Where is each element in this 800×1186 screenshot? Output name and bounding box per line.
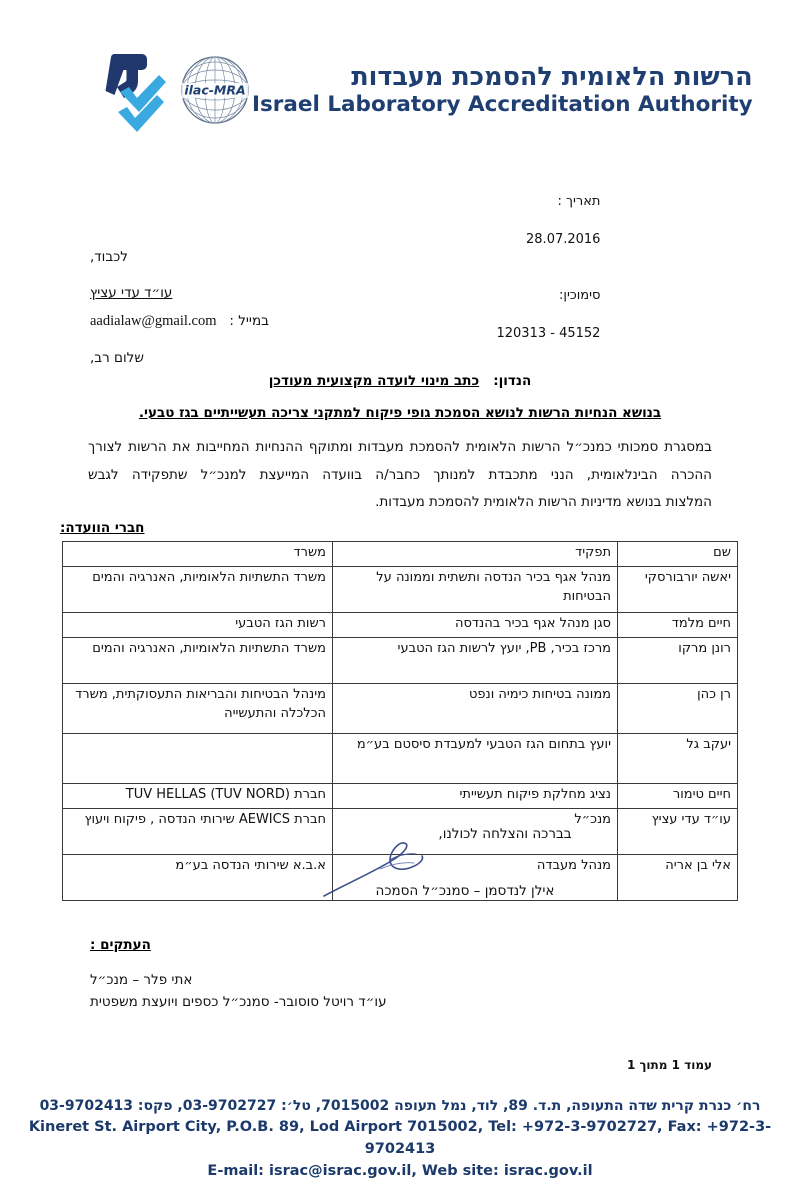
addressee-email-row [90, 307, 710, 335]
list-item: עו״ד רויטל סוסובר- סמנכ״ל כספים ויועצת משפטית [90, 993, 387, 1010]
organization-names [252, 63, 753, 118]
page-number: עמוד 1 מתוך 1 [626, 1058, 712, 1072]
reference-label: סימוכין: [559, 288, 601, 304]
cell-role: מנכ״ל [333, 808, 618, 854]
cell-name: יעקב גל [618, 733, 738, 783]
org-name-hebrew: הרשות הלאומית להסמכת מעבדות [351, 61, 753, 92]
footer-address-hebrew: רח׳ כנרת קרית שדה התעופה, ת.ד. 89, לוד, נמל תעופה 7015002, טל׳: 03-9702727, פקס: 03-9702413 [39, 1098, 761, 1114]
cell-role: מנהל מעבדה [333, 854, 618, 900]
table-row [63, 783, 738, 808]
list-item: אתי פלר – מנכ״ל [90, 972, 193, 988]
date-label: תאריך : [557, 193, 601, 209]
salutation: לכבוד, [90, 249, 128, 265]
cell-name: רן כהן [618, 683, 738, 733]
body-paragraph-tail: המלצות בנושא מדיניות הרשות הלאומית להסמכת מעבדות. [375, 494, 712, 511]
signer-name-title: אילן לנדסמן – סמנכ״ל הסמכה [375, 883, 555, 899]
table-header-row [63, 542, 738, 567]
israc-checkmark-logo-icon [90, 48, 176, 132]
email-label: במייל : [229, 312, 269, 329]
cell-office: רשות הגז הטבעי [63, 612, 333, 637]
addressee-name: עו״ד עדי עציץ [90, 285, 173, 302]
closing-line: בברכה והצלחה לכולנו, [438, 826, 572, 842]
cell-role: מנהל אגף בכיר הנדסה ותשתית וממונה על הבטיחות [333, 566, 618, 612]
table-row [63, 637, 738, 683]
ilac-mra-seal-icon [178, 53, 252, 127]
letterhead [90, 44, 753, 136]
greeting-line: שלום רב, [90, 350, 144, 366]
column-header-office: משרד [63, 542, 333, 567]
cell-name: יאשה יורבורסקי [618, 566, 738, 612]
date-value: 28.07.2016 [526, 231, 601, 247]
column-header-name: שם [618, 542, 738, 567]
cell-name: חיים טימור [618, 783, 738, 808]
table-row [63, 733, 738, 783]
subject-text-2: בנושא הנחיות הרשות לנושא הסמכת גופי פיקוח למתקני צריכה תעשייתיים בגז טבעי. [138, 404, 662, 421]
cell-office: משרד התשתיות הלאומיות, האנרגיה והמים [63, 637, 333, 683]
footer-contact-block [0, 1096, 800, 1182]
cell-name: רונן מרקו [618, 637, 738, 683]
cell-office: מינהל הבטיחות והבריאות התעסוקתית, משרד הכלכלה והתעשייה [63, 683, 333, 733]
table-row [63, 683, 738, 733]
cell-office: חברת AEWICS שירותי הנדסה , פיקוח ויעוץ [63, 808, 333, 854]
body-paragraph [88, 434, 712, 517]
cell-office-text: חברת TUV HELLAS (TUV NORD) [125, 786, 326, 802]
subject-line-1 [60, 370, 740, 394]
footer-address-english: Kineret St. Airport City, P.O.B. 89, Lod Airport 7015002, Tel: +972-3-9702727, Fax: +972-3-9702413 [28, 1119, 772, 1157]
copies-label: העתקים : [90, 937, 151, 953]
cell-role: נציג מחלקת פיקוח תעשייתי [333, 783, 618, 808]
table-row [63, 566, 738, 612]
subject-label: הנדון: [493, 373, 532, 389]
logo-block [90, 48, 252, 132]
cell-role: ממונה בטיחות כימיה ונפט [333, 683, 618, 733]
column-header-role: תפקיד [333, 542, 618, 567]
cell-name: חיים מלמד [618, 612, 738, 637]
cell-role: מרכז בכיר, PB, יועץ לרשות הגז הטבעי [333, 637, 618, 683]
cell-office: א.ב.א שירותי הנדסה בע״מ [63, 854, 333, 900]
subject-line-2 [60, 402, 740, 426]
table-row [63, 612, 738, 637]
cell-name: עו״ד עדי עציץ [618, 808, 738, 854]
footer-contact-english: E-mail: israc@israc.gov.il, Web site: israc.gov.il [207, 1162, 593, 1179]
copies-list [90, 970, 387, 1013]
table-caption: חברי הוועדה: [60, 520, 145, 536]
subject-text-1: כתב מינוי לועדה מקצועית מעודכן [268, 373, 480, 389]
cell-office [63, 783, 333, 808]
cell-name: אלי בן אריה [618, 854, 738, 900]
subject-block [60, 370, 740, 425]
reference-value: 45152 - 120313 [496, 325, 601, 341]
cell-office [63, 733, 333, 783]
org-name-english: Israel Laboratory Accreditation Authority [252, 92, 753, 118]
ilac-seal-label: ilac-MRA [184, 82, 246, 98]
cell-office: משרד התשתיות הלאומיות, האנרגיה והמים [63, 566, 333, 612]
email-value[interactable]: aadialaw@gmail.com [90, 312, 217, 329]
cell-role: סגן מנהל אגף בכיר בהנדסה [333, 612, 618, 637]
cell-role: יועץ בתחום הגז הטבעי למעבדת סיסטם בע״מ [333, 733, 618, 783]
body-paragraph-main: במסגרת סמכותי כמנכ״ל הרשות הלאומית להסמכת מעבדות ומתוקף ההנחיות המחייבות את הרשות לצורך ההכרה הבינלאומית, הנני מתכבדת למנותך כחבר/ה בוועדה המייעצת למנכ״ל שתפקידה לגבש [88, 439, 712, 483]
addressee-block [90, 244, 710, 335]
